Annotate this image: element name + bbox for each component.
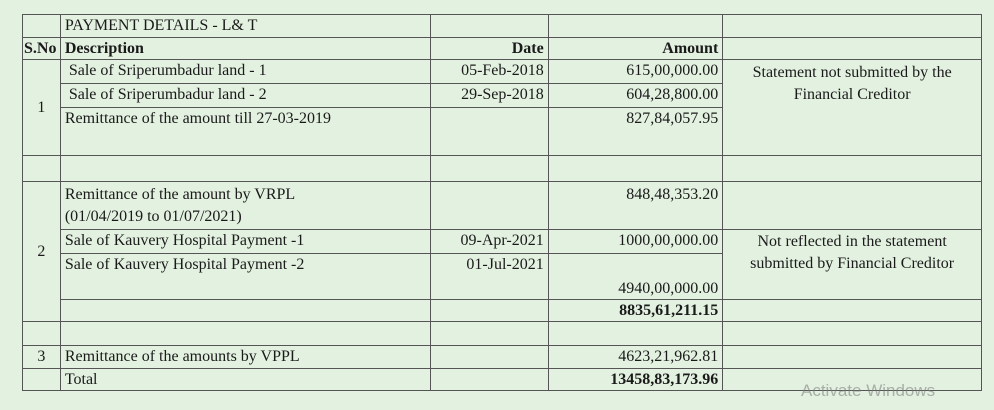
row-description: Sale of Sriperumbadur land - 1 [60,60,430,84]
title-row [23,15,982,38]
empty-cell [723,182,982,230]
table-row [23,230,982,254]
row-amount: 4940,00,000.00 [548,254,723,300]
activate-windows-watermark: Activate Windows [801,381,936,400]
empty-cell [23,369,61,391]
row-amount: 4623,21,962.81 [548,346,723,369]
subtotal-amount: 8835,61,211.15 [548,300,723,322]
empty-cell [723,300,982,322]
row-description: Sale of Kauvery Hospital Payment -1 [60,230,430,254]
table-title: PAYMENT DETAILS - L& T [60,15,430,38]
header-row [23,38,982,60]
group-3-sno: 3 [23,346,61,369]
subtotal-row [23,300,982,322]
row-date: 29-Sep-2018 [430,84,548,108]
empty-cell [723,38,982,60]
row-date: 01-Jul-2021 [430,254,548,300]
empty-cell [548,15,723,38]
empty-cell [430,108,548,156]
total-label: Total [60,369,430,391]
empty-cell [430,346,548,369]
table-row [23,346,982,369]
empty-cell [723,346,982,369]
empty-cell [430,369,548,391]
header-date: Date [430,38,548,60]
header-description: Description [60,38,430,60]
payment-table [22,14,982,391]
header-sno: S.No [23,38,61,60]
row-description: Sale of Sriperumbadur land - 2 [60,84,430,108]
row-amount: 1000,00,000.00 [548,230,723,254]
header-amount: Amount [548,38,723,60]
table-row [23,182,982,230]
table-row [23,60,982,84]
spacer-row [23,156,982,182]
empty-cell [60,300,430,322]
total-amount: 13458,83,173.96 [548,369,723,391]
empty-cell [23,15,61,38]
group-2-note: Not reflected in the statement submitted by Financial Creditor [723,230,982,300]
row-amount: 848,48,353.20 [548,182,723,230]
empty-cell [430,15,548,38]
empty-cell [430,182,548,230]
group-1-sno: 1 [23,60,61,156]
row-date: 05-Feb-2018 [430,60,548,84]
row-description: Remittance of the amounts by VPPL [60,346,430,369]
empty-cell [430,300,548,322]
row-date: 09-Apr-2021 [430,230,548,254]
row-description: Sale of Kauvery Hospital Payment -2 [60,254,430,300]
row-amount: 827,84,057.95 [548,108,723,156]
row-description: Remittance of the amount by VRPL (01/04/2019 to 01/07/2021) [60,182,430,230]
group-1-note: Statement not submitted by the Financial Creditor [723,60,982,156]
group-2-sno: 2 [23,182,61,322]
spacer-row [23,322,982,346]
row-amount: 604,28,800.00 [548,84,723,108]
row-amount: 615,00,000.00 [548,60,723,84]
row-description: Remittance of the amount till 27-03-2019 [60,108,430,156]
empty-cell [723,15,982,38]
